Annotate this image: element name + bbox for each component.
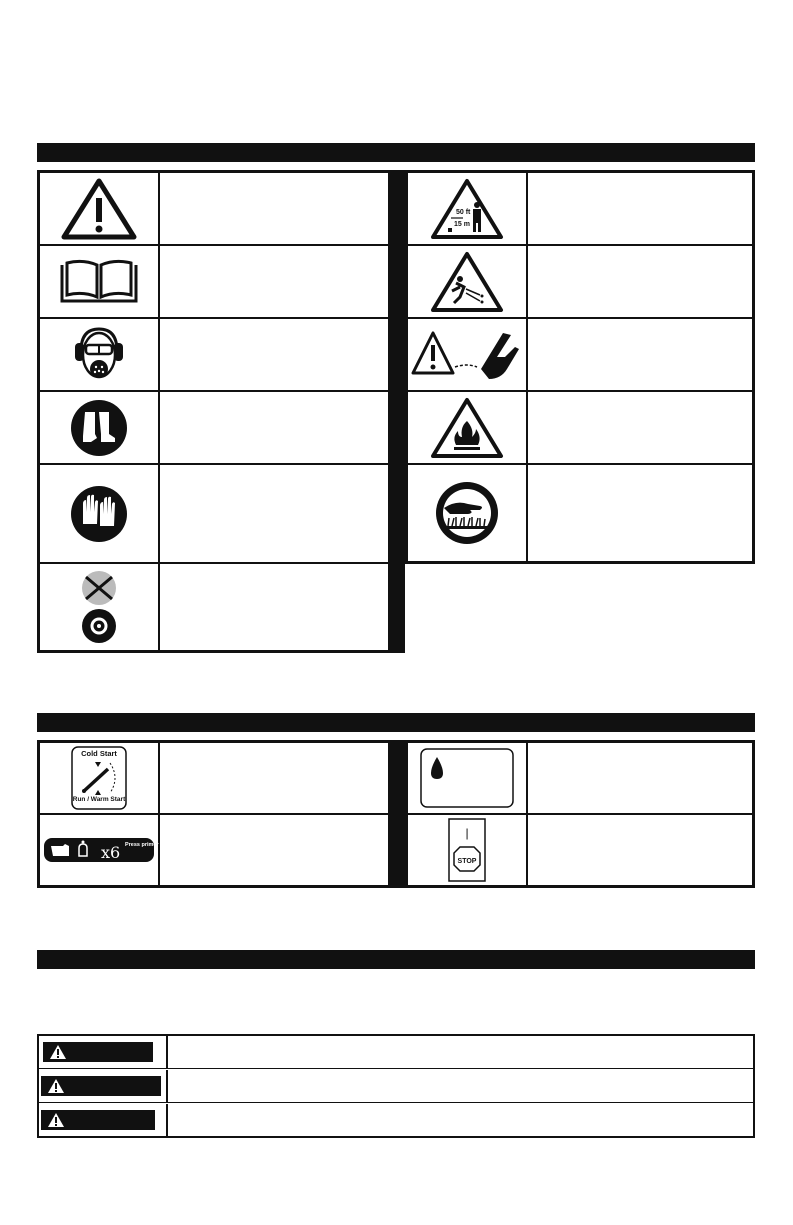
signal-word-description [169, 1070, 753, 1102]
warning-badge [41, 1076, 161, 1096]
section-header-safety-symbols [37, 143, 755, 162]
keep-hands-away-icon [408, 465, 528, 561]
symbol-description [160, 319, 388, 390]
safety-symbols-left-panel [37, 170, 391, 653]
controls-right-panel [405, 740, 755, 888]
symbol-description [528, 319, 752, 390]
on-off-switch-icon [408, 815, 528, 885]
primer-label: Press primer 6 times [125, 842, 180, 848]
symbol-row [40, 173, 388, 246]
signal-word-row [39, 1036, 753, 1069]
symbol-row [408, 173, 752, 246]
control-description [160, 743, 388, 813]
control-description [528, 815, 752, 885]
symbol-description [160, 392, 388, 463]
warning-triangle-icon [47, 1112, 65, 1128]
primer-bulb-icon [40, 815, 180, 885]
symbol-row [408, 246, 752, 319]
control-row [40, 743, 388, 815]
signal-word-row [39, 1070, 753, 1103]
primer-count: x6 [101, 843, 121, 862]
choke-lever-icon [40, 743, 160, 813]
symbol-row [40, 392, 388, 465]
cold-start-label: Cold Start [81, 749, 117, 758]
safety-alert-icon [40, 173, 160, 244]
flammable-fuel-icon [408, 392, 528, 463]
symbol-description [528, 173, 752, 244]
wear-boots-icon [40, 392, 160, 463]
thrown-objects-icon [408, 246, 528, 317]
signal-word-row [39, 1104, 753, 1137]
section-header-controls [37, 713, 755, 732]
fuel-mix-icon [408, 743, 528, 813]
stop-label: STOP [457, 858, 477, 865]
symbol-description [160, 564, 388, 650]
control-description [528, 743, 752, 813]
signal-words-table [37, 1034, 755, 1138]
symbol-description [160, 465, 388, 562]
on-label: | [465, 826, 469, 840]
symbol-row [40, 564, 388, 650]
eye-ear-respiratory-protection-icon [40, 319, 160, 390]
section-header-signal-words [37, 950, 755, 969]
symbol-description [528, 246, 752, 317]
symbol-row [408, 319, 752, 392]
danger-badge [43, 1042, 153, 1062]
symbol-description [528, 465, 752, 561]
symbol-description [160, 173, 388, 244]
caution-badge [41, 1110, 155, 1130]
control-row [408, 743, 752, 815]
symbol-row [40, 319, 388, 392]
control-row [40, 815, 388, 885]
distance-ft-label: 50 ft [456, 208, 471, 216]
signal-word-description [169, 1104, 753, 1137]
panel-divider [391, 170, 405, 653]
wear-gloves-icon [40, 465, 160, 562]
keep-bystanders-away-icon [408, 173, 528, 244]
symbol-description [528, 392, 752, 463]
safety-symbols-right-panel [405, 170, 755, 564]
symbol-description [160, 246, 388, 317]
signal-word-description [169, 1036, 753, 1068]
control-description [160, 815, 388, 885]
hot-surface-icon [408, 319, 528, 390]
warning-triangle-icon [49, 1044, 67, 1060]
symbol-row [408, 465, 752, 561]
distance-m-label: 15 m [454, 220, 470, 228]
panel-divider [391, 740, 405, 888]
symbol-row [40, 246, 388, 319]
controls-left-panel [37, 740, 391, 888]
run-warm-start-label: Run / Warm Start [72, 796, 126, 803]
symbol-row [408, 392, 752, 465]
warning-triangle-icon [47, 1078, 65, 1094]
control-row [408, 815, 752, 885]
read-manual-icon [40, 246, 160, 317]
no-blade-use-line-icon [40, 564, 160, 650]
symbol-row [40, 465, 388, 564]
